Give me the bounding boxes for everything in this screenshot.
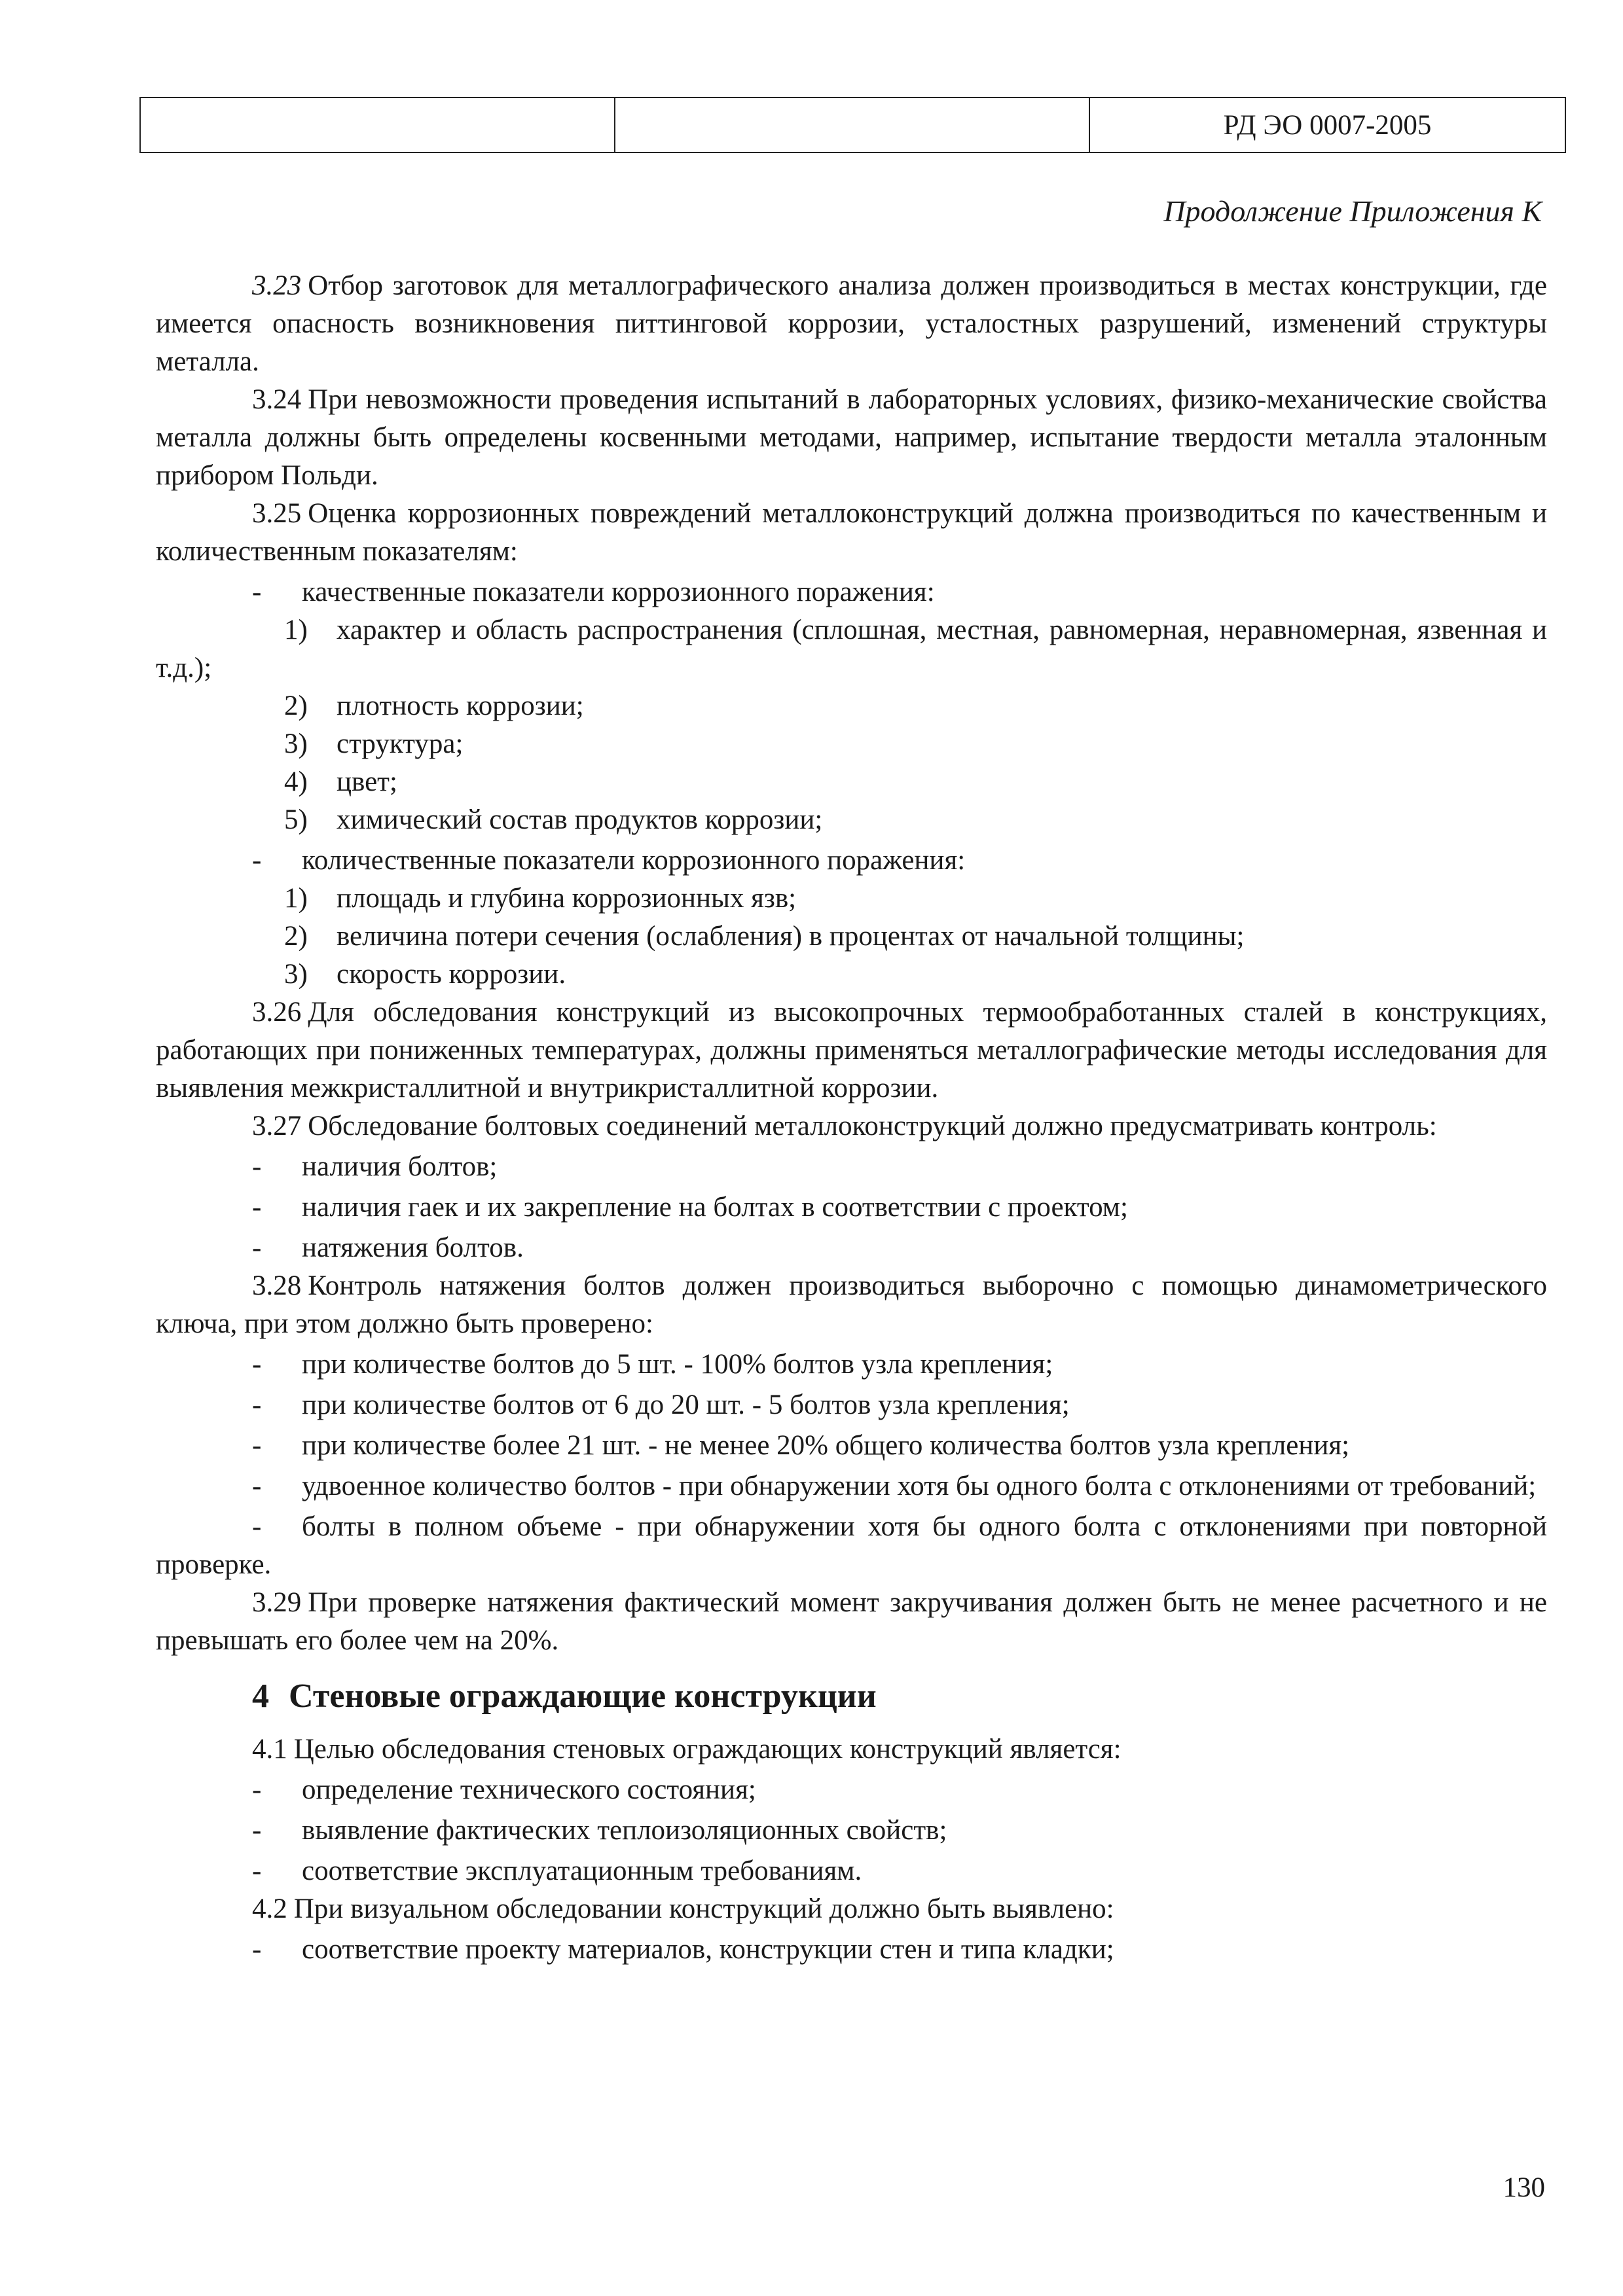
list-item-bolt-control-3 <box>156 1229 1547 1267</box>
page-number: 130 <box>1503 2172 1545 2203</box>
list-item-text: соответствие проекту материалов, конструкции стен и типа кладки; <box>302 1934 1114 1965</box>
header-table <box>139 97 1566 153</box>
clause-number: 3.24 <box>252 384 302 415</box>
list-item-tension-check-1 <box>156 1346 1547 1384</box>
list-item-text: болты в полном объеме - при обнаружении хотя бы одного болта с отклонениями при повторной проверке. <box>156 1511 1547 1580</box>
item-text: величина потери сечения (ослабления) в процентах от начальной толщины; <box>337 921 1245 952</box>
list-item-tension-check-3 <box>156 1427 1547 1465</box>
clause-number: 3.25 <box>252 498 302 529</box>
clause-text: Оценка коррозионных повреждений металлоконструкций должна производиться по качественным и количественным показателям: <box>156 498 1547 567</box>
list-item-qualitative-5 <box>156 801 1547 839</box>
list-item-bolt-control-1 <box>156 1148 1547 1186</box>
clause-number: 4.2 <box>252 1893 287 1924</box>
dash-marker: - <box>252 577 262 607</box>
paragraph-3-25 <box>156 495 1547 571</box>
paragraph-3-29 <box>156 1584 1547 1660</box>
clause-text: Отбор заготовок для металлографического анализа должен производиться в местах конструкции, где имеется опасность возникновения питтинговой коррозии, усталостных разрушений, изменений структуры металла. <box>156 270 1547 377</box>
item-number: 2) <box>284 691 308 721</box>
item-text: химический состав продуктов коррозии; <box>337 804 823 835</box>
clause-text: При невозможности проведения испытаний в лабораторных условиях, физико-механические свойства металла должны быть определены косвенными методами, например, испытание твердости металла эталонным прибором Польди. <box>156 384 1547 491</box>
clause-number: 3.27 <box>252 1111 302 1141</box>
list-item-quantitative-2 <box>156 918 1547 956</box>
list-item-tension-check-4 <box>156 1467 1547 1505</box>
paragraph-3-27 <box>156 1107 1547 1145</box>
dash-marker: - <box>252 845 262 876</box>
clause-number: 3.26 <box>252 997 302 1028</box>
list-item-text: наличия болтов; <box>302 1151 498 1182</box>
list-item-tension-check-2 <box>156 1386 1547 1424</box>
section-title: Стеновые ограждающие конструкции <box>289 1677 877 1715</box>
item-text: структура; <box>337 728 464 759</box>
list-item-text: удвоенное количество болтов - при обнаружении хотя бы одного болта с отклонениями от требований; <box>302 1471 1537 1501</box>
header-cell-empty-2 <box>615 98 1089 152</box>
clause-text: При визуальном обследовании конструкций должно быть выявлено: <box>293 1893 1114 1924</box>
list-item-text: натяжения болтов. <box>302 1232 524 1263</box>
clause-text: Для обследования конструкций из высокопрочных термообработанных сталей в конструкциях, работающих при пониженных температурах, должны применяться металлографические методы исследования для выявления межкристаллитной и внутрикристаллитной коррозии. <box>156 997 1547 1103</box>
item-number: 3) <box>284 959 308 990</box>
paragraph-3-26 <box>156 994 1547 1107</box>
list-item-qualitative-heading <box>156 573 1547 611</box>
list-item-qualitative-1 <box>156 611 1547 687</box>
list-item-qualitative-3 <box>156 725 1547 763</box>
clause-text: Обследование болтовых соединений металлоконструкций должно предусматривать контроль: <box>308 1111 1437 1141</box>
clause-text: Контроль натяжения болтов должен производиться выборочно с помощью динамометрического ключа, при этом должно быть проверено: <box>156 1270 1547 1339</box>
clause-number: 3.28 <box>252 1270 302 1301</box>
dash-marker: - <box>252 1151 262 1182</box>
dash-marker: - <box>252 1774 262 1805</box>
paragraph-3-28 <box>156 1267 1547 1343</box>
list-item-goal-3 <box>156 1852 1547 1890</box>
list-item-text: соответствие эксплуатационным требованиям. <box>302 1856 862 1886</box>
item-number: 2) <box>284 921 308 952</box>
list-item-bolt-control-2 <box>156 1189 1547 1227</box>
paragraph-3-23 <box>156 267 1547 381</box>
list-item-text: при количестве более 21 шт. - не менее 20% общего количества болтов узла крепления; <box>302 1430 1350 1461</box>
dash-marker: - <box>252 1192 262 1223</box>
list-item-quantitative-3 <box>156 956 1547 994</box>
document-code: РД ЭО 0007-2005 <box>1089 98 1565 152</box>
clause-number: 3.23 <box>252 270 302 301</box>
dash-marker: - <box>252 1390 262 1420</box>
item-text: плотность коррозии; <box>337 691 584 721</box>
clause-text: Целью обследования стеновых ограждающих конструкций является: <box>293 1734 1122 1765</box>
item-text: характер и область распространения (сплошная, местная, равномерная, неравномерная, язвенная и т.д.); <box>156 615 1547 683</box>
list-item-text: при количестве болтов от 6 до 20 шт. - 5 болтов узла крепления; <box>302 1390 1070 1420</box>
clause-number: 4.1 <box>252 1734 287 1765</box>
list-item-text: количественные показатели коррозионного поражения: <box>302 845 966 876</box>
list-item-tension-check-5 <box>156 1508 1547 1584</box>
list-item-text: качественные показатели коррозионного поражения: <box>302 577 935 607</box>
clause-text: При проверке натяжения фактический момент закручивания должен быть не менее расчетного и не превышать его более чем на 20%. <box>156 1587 1547 1656</box>
list-item-visual-1 <box>156 1931 1547 1969</box>
list-item-qualitative-2 <box>156 687 1547 725</box>
list-item-goal-1 <box>156 1771 1547 1809</box>
paragraph-4-2 <box>156 1890 1547 1928</box>
dash-marker: - <box>252 1430 262 1461</box>
clause-number: 3.29 <box>252 1587 302 1618</box>
dash-marker: - <box>252 1815 262 1846</box>
item-text: скорость коррозии. <box>337 959 566 990</box>
item-text: цвет; <box>337 766 397 797</box>
list-item-text: наличия гаек и их закрепление на болтах в соответствии с проектом; <box>302 1192 1128 1223</box>
dash-marker: - <box>252 1934 262 1965</box>
list-item-quantitative-heading <box>156 842 1547 880</box>
section-4-heading <box>156 1676 1547 1717</box>
list-item-text: при количестве болтов до 5 шт. - 100% болтов узла крепления; <box>302 1349 1053 1380</box>
list-item-qualitative-4 <box>156 763 1547 801</box>
list-item-goal-2 <box>156 1812 1547 1850</box>
item-number: 1) <box>284 883 308 914</box>
item-text: площадь и глубина коррозионных язв; <box>337 883 797 914</box>
dash-marker: - <box>252 1471 262 1501</box>
dash-marker: - <box>252 1511 262 1542</box>
item-number: 3) <box>284 728 308 759</box>
paragraph-4-1 <box>156 1731 1547 1768</box>
paragraph-3-24 <box>156 381 1547 495</box>
item-number: 1) <box>284 615 308 645</box>
dash-marker: - <box>252 1232 262 1263</box>
list-item-text: выявление фактических теплоизоляционных свойств; <box>302 1815 947 1846</box>
page-body <box>156 267 1547 1969</box>
header-cell-empty-1 <box>140 98 615 152</box>
list-item-text: определение технического состояния; <box>302 1774 756 1805</box>
list-item-quantitative-1 <box>156 880 1547 918</box>
item-number: 5) <box>284 804 308 835</box>
item-number: 4) <box>284 766 308 797</box>
dash-marker: - <box>252 1349 262 1380</box>
appendix-continuation-label: Продолжение Приложения К <box>1163 194 1542 228</box>
dash-marker: - <box>252 1856 262 1886</box>
section-number: 4 <box>252 1677 269 1715</box>
